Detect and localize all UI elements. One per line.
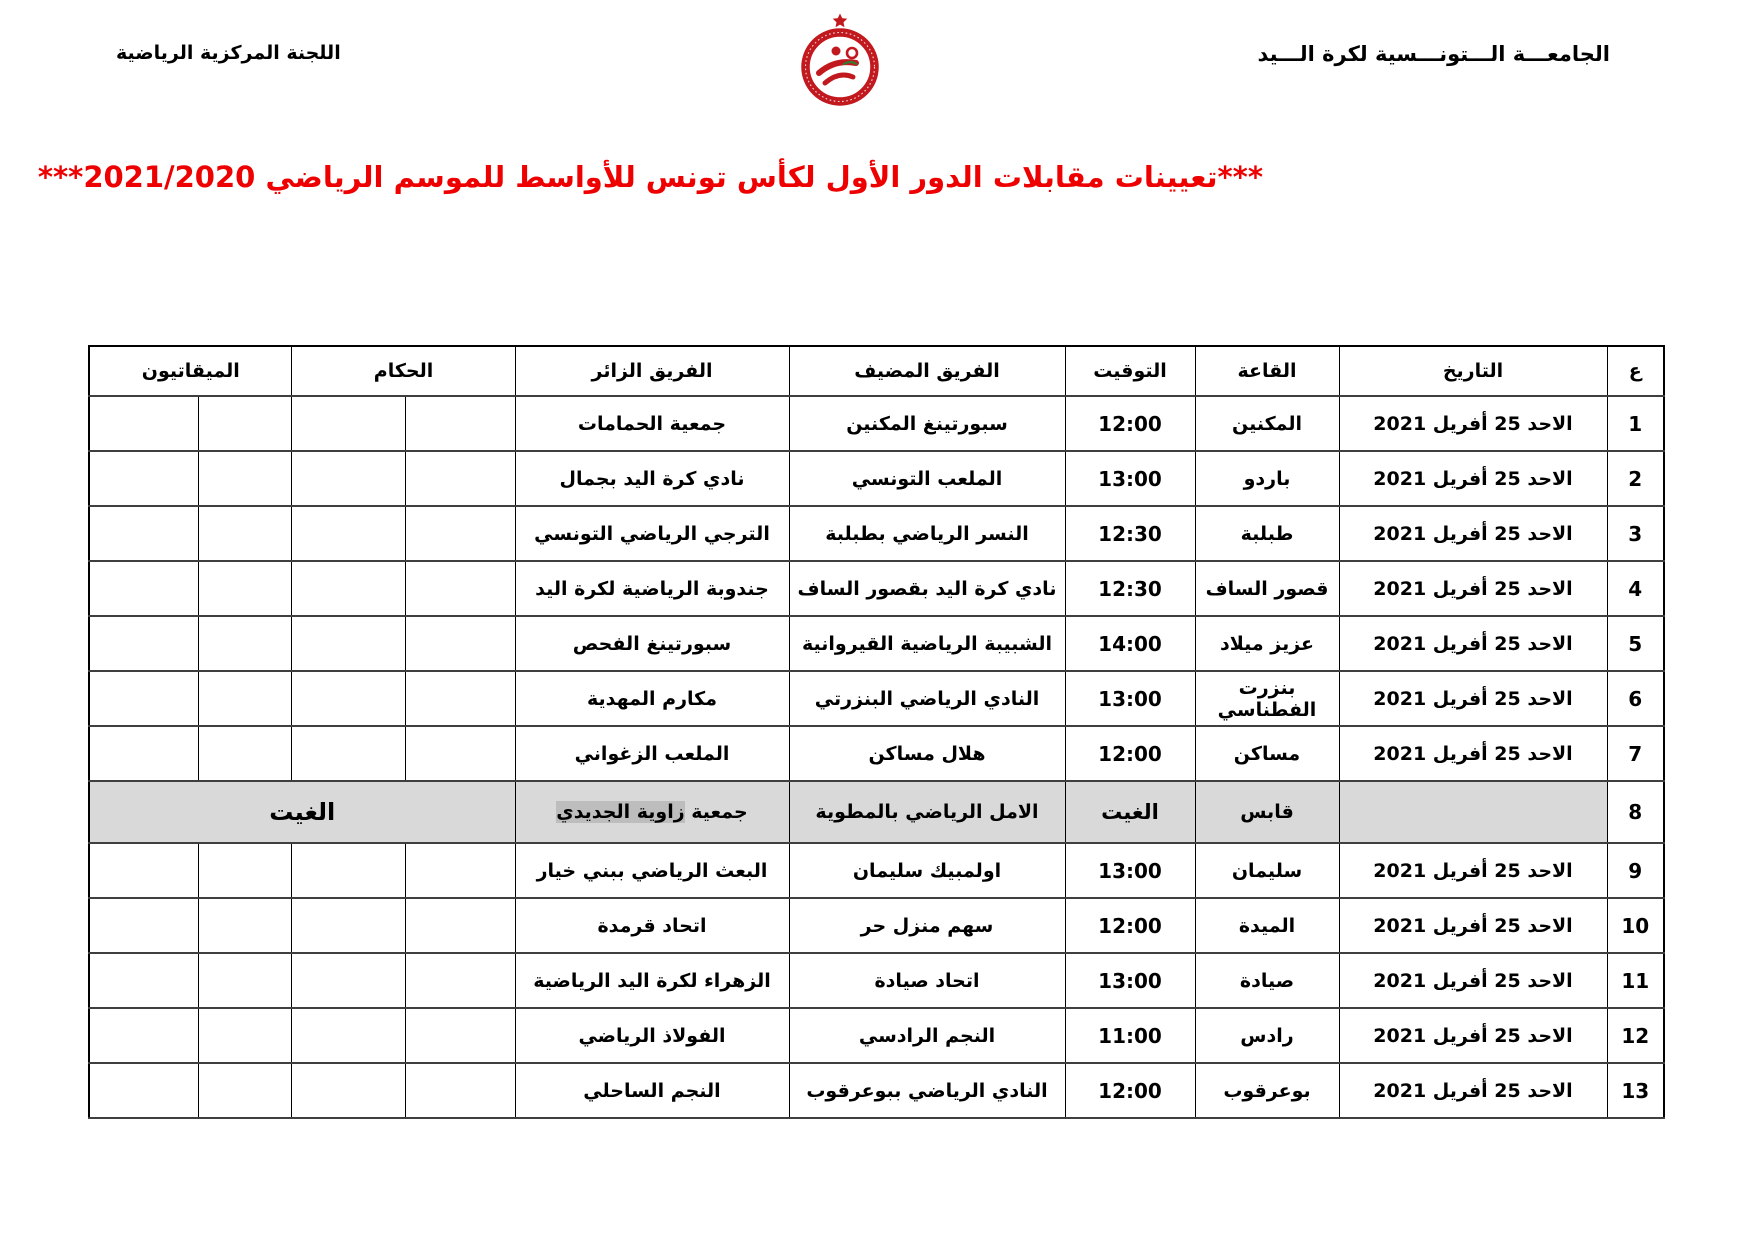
cell-timekeeper-1: [199, 1008, 292, 1063]
cell-timekeeper-1: [199, 506, 292, 561]
cell-referee-1: [405, 561, 515, 616]
cell-visitor-team: اتحاد قرمدة: [515, 898, 789, 953]
table-row: [89, 843, 1664, 898]
cell-hall: سليمان: [1195, 843, 1339, 898]
cell-referee-1: [405, 953, 515, 1008]
cell-date: الاحد 25 أفريل 2021: [1339, 953, 1607, 1008]
cell-referee-1: [405, 1063, 515, 1118]
cell-timekeeper-1: [199, 843, 292, 898]
cell-time: 12:30: [1065, 506, 1195, 561]
cell-time: 13:00: [1065, 671, 1195, 726]
cell-visitor-team: جندوبة الرياضية لكرة اليد: [515, 561, 789, 616]
cell-time: 13:00: [1065, 451, 1195, 506]
cell-date: الاحد 25 أفريل 2021: [1339, 616, 1607, 671]
cell-time: 11:00: [1065, 1008, 1195, 1063]
cell-date: الاحد 25 أفريل 2021: [1339, 451, 1607, 506]
cell-host-team: الملعب التونسي: [789, 451, 1065, 506]
table-row: [89, 671, 1664, 726]
header-left-org: اللجنة المركزية الرياضية: [116, 42, 341, 64]
cell-timekeeper-2: [89, 843, 199, 898]
cell-visitor-team: نادي كرة اليد بجمال: [515, 451, 789, 506]
cell-hall: بنزرت الفطناسي: [1195, 671, 1339, 726]
table-row: [89, 898, 1664, 953]
cell-date: الاحد 25 أفريل 2021: [1339, 561, 1607, 616]
cell-referee-1: [405, 396, 515, 451]
cell-host-team: الشبيبة الرياضية القيروانية: [789, 616, 1065, 671]
cell-number: 10: [1607, 898, 1664, 953]
cell-date: الاحد 25 أفريل 2021: [1339, 506, 1607, 561]
cell-referee-1: [405, 898, 515, 953]
cell-time: 14:00: [1065, 616, 1195, 671]
cell-visitor-team: الترجي الرياضي التونسي: [515, 506, 789, 561]
cell-visitor-team: البعث الرياضي ببني خيار: [515, 843, 789, 898]
cell-time: 12:00: [1065, 1063, 1195, 1118]
table-row: [89, 781, 1664, 843]
schedule-table: [88, 345, 1665, 1119]
cell-timekeeper-1: [199, 1063, 292, 1118]
table-row: [89, 396, 1664, 451]
header-right-org: الجامعـــة الـــتونـــسية لكرة الـــيد: [1257, 42, 1610, 66]
cell-date: الاحد 25 أفريل 2021: [1339, 843, 1607, 898]
cell-referee-2: [292, 726, 405, 781]
cell-timekeeper-2: [89, 671, 199, 726]
cell-referee-2: [292, 953, 405, 1008]
table-row: [89, 451, 1664, 506]
cell-timekeeper-2: [89, 953, 199, 1008]
cell-number: 11: [1607, 953, 1664, 1008]
table-row: [89, 506, 1664, 561]
cell-visitor-team: سبورتينغ الفحص: [515, 616, 789, 671]
cell-timekeeper-2: [89, 616, 199, 671]
schedule-table-body: [89, 396, 1664, 1118]
cell-host-team: النادي الرياضي ببوعرقوب: [789, 1063, 1065, 1118]
cell-host-team: سهم منزل حر: [789, 898, 1065, 953]
cell-referee-2: [292, 1008, 405, 1063]
highlighted-text: زاوية الجديدي: [556, 801, 685, 823]
col-header-referees: الحكام: [292, 346, 515, 396]
cell-referee-2: [292, 506, 405, 561]
cell-hall: قصور الساف: [1195, 561, 1339, 616]
cell-host-team: اتحاد صيادة: [789, 953, 1065, 1008]
cell-number: 12: [1607, 1008, 1664, 1063]
col-header-number: ع: [1607, 346, 1664, 396]
cell-time: 12:00: [1065, 396, 1195, 451]
cell-timekeeper-2: [89, 1063, 199, 1118]
cell-hall: باردو: [1195, 451, 1339, 506]
cell-visitor-team: جمعية الحمامات: [515, 396, 789, 451]
cell-hall: قابس: [1195, 781, 1339, 843]
table-row: [89, 1063, 1664, 1118]
cell-date: الاحد 25 أفريل 2021: [1339, 898, 1607, 953]
cell-referee-2: [292, 451, 405, 506]
cell-hall: طبلبة: [1195, 506, 1339, 561]
cell-timekeeper-2: [89, 898, 199, 953]
cell-timekeeper-2: [89, 506, 199, 561]
cell-hall: مساكن: [1195, 726, 1339, 781]
cell-visitor-team: الملعب الزغواني: [515, 726, 789, 781]
cell-date: الاحد 25 أفريل 2021: [1339, 1008, 1607, 1063]
table-row: [89, 616, 1664, 671]
cell-referee-2: [292, 843, 405, 898]
cell-referee-2: [292, 396, 405, 451]
cell-visitor-team: النجم الساحلي: [515, 1063, 789, 1118]
table-row: [89, 561, 1664, 616]
cell-host-team: هلال مساكن: [789, 726, 1065, 781]
cell-referee-1: [405, 726, 515, 781]
cell-referee-1: [405, 451, 515, 506]
cell-number: 9: [1607, 843, 1664, 898]
cell-hall: صيادة: [1195, 953, 1339, 1008]
cell-date: الاحد 25 أفريل 2021: [1339, 671, 1607, 726]
cell-hall: عزيز ميلاد: [1195, 616, 1339, 671]
crescent-star-icon: [833, 14, 848, 28]
cell-number: 4: [1607, 561, 1664, 616]
cell-hall: رادس: [1195, 1008, 1339, 1063]
cell-time: 13:00: [1065, 953, 1195, 1008]
cell-number: 7: [1607, 726, 1664, 781]
cell-officials-cancelled: الغيت: [89, 781, 515, 843]
cell-host-team: اولمبيك سليمان: [789, 843, 1065, 898]
cell-referee-2: [292, 1063, 405, 1118]
cell-timekeeper-1: [199, 451, 292, 506]
cell-host-team: الامل الرياضي بالمطوية: [789, 781, 1065, 843]
cell-host-team: النسر الرياضي بطبلبة: [789, 506, 1065, 561]
schedule-table-container: [88, 345, 1665, 1119]
cell-visitor-team: مكارم المهدية: [515, 671, 789, 726]
cell-visitor-team: الفولاذ الرياضي: [515, 1008, 789, 1063]
table-header-row: [89, 346, 1664, 396]
cell-timekeeper-2: [89, 396, 199, 451]
table-row: [89, 1008, 1664, 1063]
col-header-timekeepers: الميقاتيون: [89, 346, 292, 396]
cell-number: 1: [1607, 396, 1664, 451]
cell-timekeeper-1: [199, 898, 292, 953]
cell-referee-2: [292, 616, 405, 671]
cell-time: 12:30: [1065, 561, 1195, 616]
cell-timekeeper-2: [89, 561, 199, 616]
cell-number: 5: [1607, 616, 1664, 671]
cell-date: [1339, 781, 1607, 843]
cell-referee-1: [405, 843, 515, 898]
col-header-hall: القاعة: [1195, 346, 1339, 396]
cell-time: 13:00: [1065, 843, 1195, 898]
cell-visitor-team: الزهراء لكرة اليد الرياضية: [515, 953, 789, 1008]
cell-hall: الميدة: [1195, 898, 1339, 953]
cell-hall: المكنين: [1195, 396, 1339, 451]
federation-logo: [795, 12, 885, 107]
cell-host-team: سبورتينغ المكنين: [789, 396, 1065, 451]
cell-time: الغيت: [1065, 781, 1195, 843]
col-header-visitor-team: الفريق الزائر: [515, 346, 789, 396]
cell-date: الاحد 25 أفريل 2021: [1339, 1063, 1607, 1118]
cell-visitor-team: جمعية زاوية الجديدي: [515, 781, 789, 843]
cell-hall: بوعرقوب: [1195, 1063, 1339, 1118]
cell-referee-2: [292, 671, 405, 726]
cell-host-team: نادي كرة اليد بقصور الساف: [789, 561, 1065, 616]
cell-timekeeper-2: [89, 726, 199, 781]
cell-number: 3: [1607, 506, 1664, 561]
cell-referee-2: [292, 898, 405, 953]
table-row: [89, 953, 1664, 1008]
table-row: [89, 726, 1664, 781]
cell-timekeeper-1: [199, 396, 292, 451]
cell-host-team: النادي الرياضي البنزرتي: [789, 671, 1065, 726]
cell-number: 6: [1607, 671, 1664, 726]
cell-timekeeper-1: [199, 671, 292, 726]
cell-number: 13: [1607, 1063, 1664, 1118]
document-title: ***تعيينات مقابلات الدور الأول لكأس تونس للأواسط للموسم الرياضي 2021/2020***: [37, 160, 1263, 194]
cell-host-team: النجم الرادسي: [789, 1008, 1065, 1063]
cell-timekeeper-1: [199, 561, 292, 616]
cell-time: 12:00: [1065, 898, 1195, 953]
cell-referee-1: [405, 1008, 515, 1063]
cell-timekeeper-2: [89, 451, 199, 506]
cell-referee-1: [405, 506, 515, 561]
cell-timekeeper-1: [199, 953, 292, 1008]
cell-time: 12:00: [1065, 726, 1195, 781]
col-header-time: التوقيت: [1065, 346, 1195, 396]
cell-timekeeper-1: [199, 616, 292, 671]
col-header-host-team: الفريق المضيف: [789, 346, 1065, 396]
cell-referee-1: [405, 671, 515, 726]
cell-number: 8: [1607, 781, 1664, 843]
cell-date: الاحد 25 أفريل 2021: [1339, 726, 1607, 781]
cell-referee-2: [292, 561, 405, 616]
cell-referee-1: [405, 616, 515, 671]
cell-date: الاحد 25 أفريل 2021: [1339, 396, 1607, 451]
col-header-date: التاريخ: [1339, 346, 1607, 396]
cell-timekeeper-1: [199, 726, 292, 781]
cell-timekeeper-2: [89, 1008, 199, 1063]
cell-number: 2: [1607, 451, 1664, 506]
